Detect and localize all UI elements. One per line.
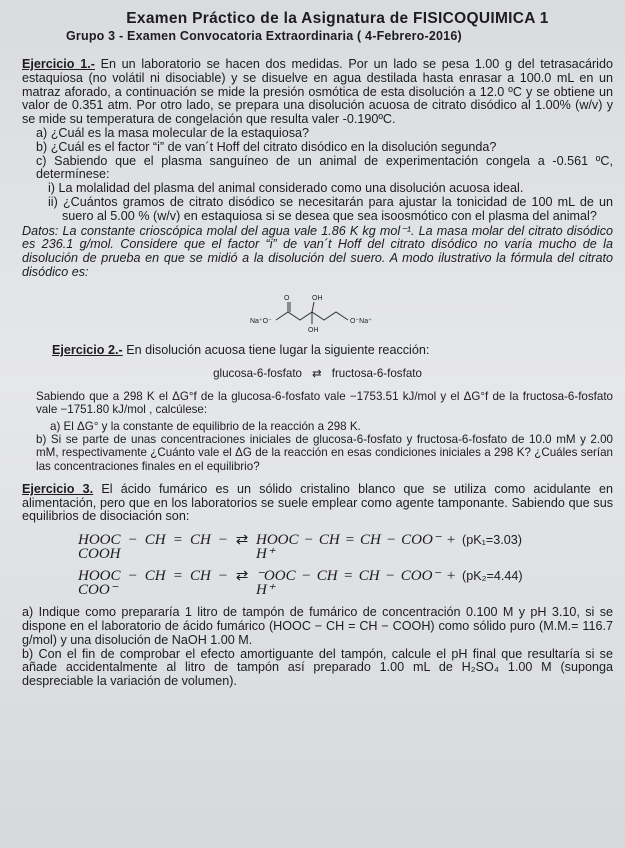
eq2-arrow: ⇄ (235, 568, 249, 585)
eq1-pk: (pK₁=3.03) (462, 533, 522, 548)
eq2-right: ⁻OOC − CH = CH − COO⁻ + H⁺ (256, 568, 456, 598)
exercise-2-text: En disolución acuosa tiene lugar la siguiente reacción: (122, 342, 430, 357)
exercise-3-text: El ácido fumárico es un sólido cristalino blanco que se utiliza como acidulante en alimentación, pero que en los laboratorios se suele emplear como agente tamponante. Sabiendo que sus equilibrios de disociación son: (22, 481, 613, 524)
carbonyl-o-label: O (283, 294, 289, 302)
exercise-1-question-c-i: i) La molalidad del plasma del animal considerado como una disolución acuosa ideal. (48, 181, 524, 196)
eq2-pk: (pK₂=4.44) (462, 569, 523, 584)
exercise-1-label: Ejercicio 1.- (22, 57, 95, 71)
oh-top-label: OH (311, 294, 322, 302)
oh-bottom-label: OH (307, 326, 318, 334)
exercise-2-body (36, 390, 613, 473)
exercise-1-data: Datos: La constante crioscópica molal del agua vale 1.86 K kg mol⁻¹. La masa molar del citrato disódico es 236.1 g/mol. Considere que el factor “i” de van´t Hoff del citrato disódico no varía mucho de la disolución de prueba en que se midió a la disolución del suero. A modo ilustrativo la fórmula del citrato disódico es: (22, 223, 613, 279)
exercise-3-question-a: a) Indique como prepararía 1 litro de tampón de fumárico de concentración 0.100 M y pH 3.10, si se dispone en el laboratorio de ácido fumárico (HOOC − CH = CH − COOH) como sólido puro (M.M.= 116.7 g/mol) y una disolución de NaOH 1.00 M. (22, 605, 613, 647)
exam-subtitle: Grupo 3 - Examen Convocatoria Extraordinaria ( 4-Febrero-2016) (66, 29, 462, 43)
exercise-2-statement: Sabiendo que a 298 K el ΔG°f de la glucosa-6-fosfato vale −1753.51 kJ/mol y el ΔG°f de la fructosa-6-fosfato vale −1751.80 kJ/mol , calcúlese: (36, 389, 613, 416)
product: fructosa-6-fosfato (331, 366, 422, 380)
exercise-1-question-a: a) ¿Cuál es la masa molecular de la estaquiosa? (36, 125, 310, 140)
eq1-arrow: ⇄ (235, 532, 249, 549)
exercise-1-text: En un laboratorio se hacen dos medidas. Por un lado se pesa 1.00 g del tetrasacárido estaquiosa (no volátil ni disociable) y se disuelve en agua destilada hasta enrasar a 100.0 mL en un matraz aforado, a continuación se mide la presión osmótica de esta disolución a 12.0 ºC y se obtiene un valor de 0.351 atm. Por otro lado, se prepara una disolución acuosa de citrato disódico al 1.00% (w/v) y se mide su temperatura de congelación que resulta valer -0.190ºC. (22, 57, 613, 127)
citrate-structure-drawing (248, 290, 388, 338)
eq1-right: HOOC − CH = CH − COO⁻ + H⁺ (256, 532, 456, 562)
equilibrium-2 (78, 568, 613, 598)
exercise-1-question-c: c) Sabiendo que el plasma sanguíneo de un animal de experimentación congela a -0.561 ºC, determínese: (36, 153, 613, 182)
exercise-1 (22, 58, 613, 338)
exam-title: Examen Práctico de la Asignatura de FISICOQUIMICA 1 (126, 10, 549, 27)
exercise-3-label: Ejercicio 3. (22, 481, 94, 496)
na-left-label: Na⁺O⁻ (249, 317, 272, 325)
reaction (22, 366, 613, 380)
exercise-3-question-b: b) Con el fin de comprobar el efecto amortiguante del tampón, calcule el pH final que resultaría si se añade accidentalmente al litro de tampón así preparado 1.00 mL de H₂SO₄ 1.00 M (suponga despreciable la variación de volumen). (22, 646, 613, 689)
exercise-3 (22, 483, 613, 689)
citrate-structure (22, 290, 613, 338)
exercise-1-intro (22, 58, 613, 127)
exercise-2-question-b: b) Si se parte de unas concentraciones iniciales de glucosa-6-fosfato y fructosa-6-fosfato de 10.0 mM y 2.00 mM, respectivamente ¿Cuánto vale el ΔG de la reacción en esas condiciones iniciales a 298 K? ¿Cuáles serían las concentraciones finales en el equilibrio? (36, 433, 613, 473)
exercise-1-question-b: b) ¿Cuál es el factor “i” de van´t Hoff del citrato disódico en la disolución segunda? (36, 139, 497, 154)
eq2-left: HOOC − CH = CH − COO⁻ (78, 568, 228, 598)
exercise-1-question-c-ii: ii) ¿Cuántos gramos de citrato disódico se necesitarán para ajustar la tonicidad de 100 mL de un suero al 5.00 % (w/v) en estaquiosa si se desea que sea isoosmótico con el plasma del animal? (48, 194, 613, 223)
exercise-2 (22, 344, 613, 473)
exercise-2-question-a: a) El ΔG° y la constante de equilibrio de la reacción a 298 K. (50, 419, 361, 433)
equilibrium-arrow: ⇄ (312, 366, 322, 380)
exercise-2-intro (52, 344, 613, 358)
equilibrium-1 (78, 532, 613, 562)
exercise-3-intro (22, 483, 613, 524)
reactant: glucosa-6-fosfato (213, 366, 302, 380)
na-right-label: O⁻Na⁺ (349, 317, 372, 325)
exercise-2-label: Ejercicio 2.- (52, 342, 123, 357)
eq1-left: HOOC − CH = CH − COOH (78, 532, 228, 562)
